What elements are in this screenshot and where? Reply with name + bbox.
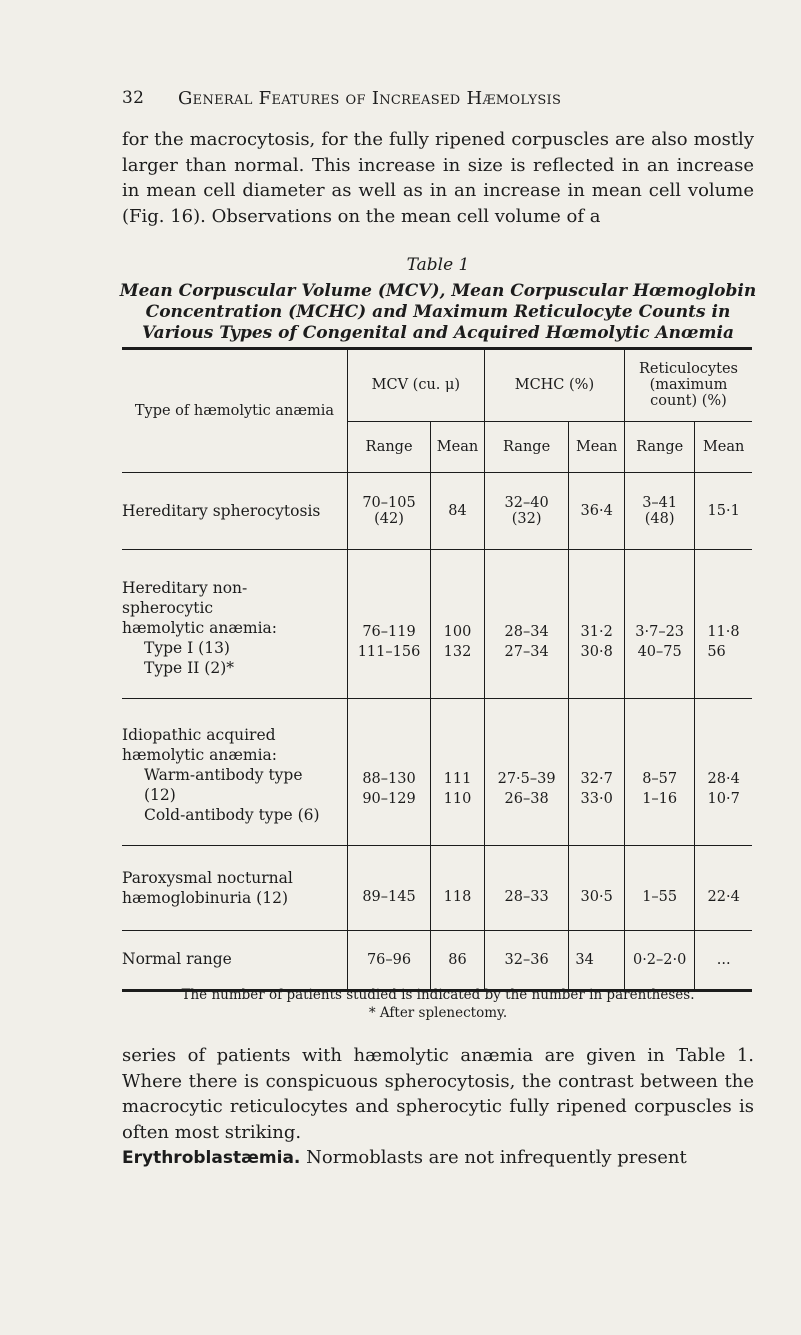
cell-ret-range: 1–55 [624,846,694,931]
row-label [122,699,347,846]
subheader-mcv-range: Range [347,421,430,472]
footnote-parentheses: The number of patients studied is indicated by the number in parentheses. [181,987,695,1003]
value: 10·7 [707,791,740,807]
cell-mchc-range: 28–33 [484,846,569,931]
cell-ret-mean [695,699,752,846]
value: 3·7–23 [635,624,685,640]
group-header-mchc: MCHC (%) [484,349,624,422]
cell-mcv-mean: 118 [431,846,485,931]
table-footnotes [112,986,764,1022]
cell-ret-range: 0·2–2·0 [624,931,694,991]
row-label [122,846,347,931]
cell-mcv-mean: 84 [431,473,485,550]
cell-mcv-mean [431,699,485,846]
value: 76–119 [362,624,416,640]
value: 111–156 [357,644,421,660]
cell-mcv-mean: 86 [431,931,485,991]
cell-mchc-range: 32–36 [484,931,569,991]
value: 30·8 [580,644,613,660]
value: 90–129 [362,791,416,807]
row-sublabel: Warm-antibody type (12) [144,766,303,804]
cell-ret-range [624,550,694,699]
subheader-mcv-mean: Mean [431,421,485,472]
subheader-mchc-mean: Mean [569,421,625,472]
cell-mchc-mean [569,550,625,699]
value: 27·5–39 [497,771,556,787]
column-header-type: Type of hæmolytic anæmia [122,349,347,473]
row-sublabel: Cold-antibody type (6) [144,806,320,824]
row-label [122,550,347,699]
subheader-mchc-range: Range [484,421,569,472]
cell-ret-range [624,699,694,846]
page-number: 32 [122,88,145,108]
table-row [122,550,752,699]
row-heading: Hereditary non-spherocytic hæmolytic anæmia: [122,579,277,637]
cell-mchc-mean: 30·5 [569,846,625,931]
cell-ret-mean: 22·4 [695,846,752,931]
paragraph-intro: for the macrocytosis, for the fully ripened corpuscles are also mostly larger than normal. This increase in size is reflected in an increase in mean cell diameter as well as in an increase in mean cell volume (Fig. 16). Observations on the mean cell volume of a [122,129,754,227]
cell-mchc-range [484,550,569,699]
table-label: Table 1 [406,255,470,275]
cell-mchc-range [484,699,569,846]
paragraph-after-table [122,1043,754,1172]
table-row [122,931,752,991]
row-label: Hereditary spherocytosis [122,473,347,550]
row-label: Normal range [122,931,347,991]
group-header-mcv: MCV (cu. μ) [347,349,484,422]
table-row [122,846,752,931]
value: 110 [443,791,472,807]
subheader-ret-range: Range [624,421,694,472]
footnote-asterisk: * After splenectomy. [368,1005,508,1021]
cell-mchc-mean: 36·4 [569,473,625,550]
table-title: Mean Corpuscular Volume (MCV), Mean Corpuscular Hœmoglobin Concentration (MCHC) and Maximum Reticulocyte Counts in Various Types of Congenital and Acquired Hœmolytic Anœmia [119,281,757,343]
table-caption [112,255,764,344]
value: 28·4 [707,771,740,787]
value: 88–130 [362,771,416,787]
value: 1–16 [642,791,678,807]
row-sublabel: Type I (13) [144,639,230,657]
value: 100 [443,624,472,640]
cell-mcv-range: 70–105 (42) [347,473,430,550]
value: 11·8 [707,624,740,640]
paragraph-text: series of patients with hæmolytic anæmia are given in Table 1. Where there is conspicuous spherocytosis, the contrast between the macrocytic reticulocytes and spherocytic fully ripened corpuscles is often most striking. [122,1045,754,1143]
value: 40–75 [637,644,682,660]
group-header-reticulocytes: Reticulocytes (maximum count) (%) [624,349,752,422]
value: 31·2 [580,624,613,640]
cell-mcv-mean [431,550,485,699]
value: 111 [443,771,472,787]
table-row [122,473,752,550]
row-sublabel: Type II (2)* [144,659,234,677]
value: 27–34 [504,644,549,660]
table-row [122,699,752,846]
cell-ret-mean: 15·1 [695,473,752,550]
cell-mcv-range [347,699,430,846]
running-header [122,88,762,109]
cell-mchc-range: 32–40 (32) [484,473,569,550]
data-table [122,347,752,992]
cell-ret-mean [695,550,752,699]
row-heading: Idiopathic acquired hæmolytic anæmia: [122,726,277,764]
cell-ret-mean: ... [695,931,752,991]
value: 33·0 [580,791,613,807]
running-title: General Features of Increased Hæmolysis [178,88,562,109]
cell-mchc-mean [569,699,625,846]
value: 56 [707,644,726,660]
cell-ret-range: 3–41 (48) [624,473,694,550]
paragraph-text: Normoblasts are not infrequently present [306,1147,687,1168]
section-lead-heading: Erythroblastæmia. [122,1148,301,1168]
row-label-text: Paroxysmal nocturnal hæmoglobinuria (12) [122,869,293,907]
cell-mcv-range [347,550,430,699]
value: 8–57 [642,771,678,787]
value: 28–34 [504,624,549,640]
value: 26–38 [504,791,549,807]
subheader-ret-mean: Mean [695,421,752,472]
value: 32·7 [580,771,613,787]
cell-mcv-range: 89–145 [347,846,430,931]
value: 132 [443,644,472,660]
cell-mcv-range: 76–96 [347,931,430,991]
cell-mchc-mean: 34 [569,931,625,991]
